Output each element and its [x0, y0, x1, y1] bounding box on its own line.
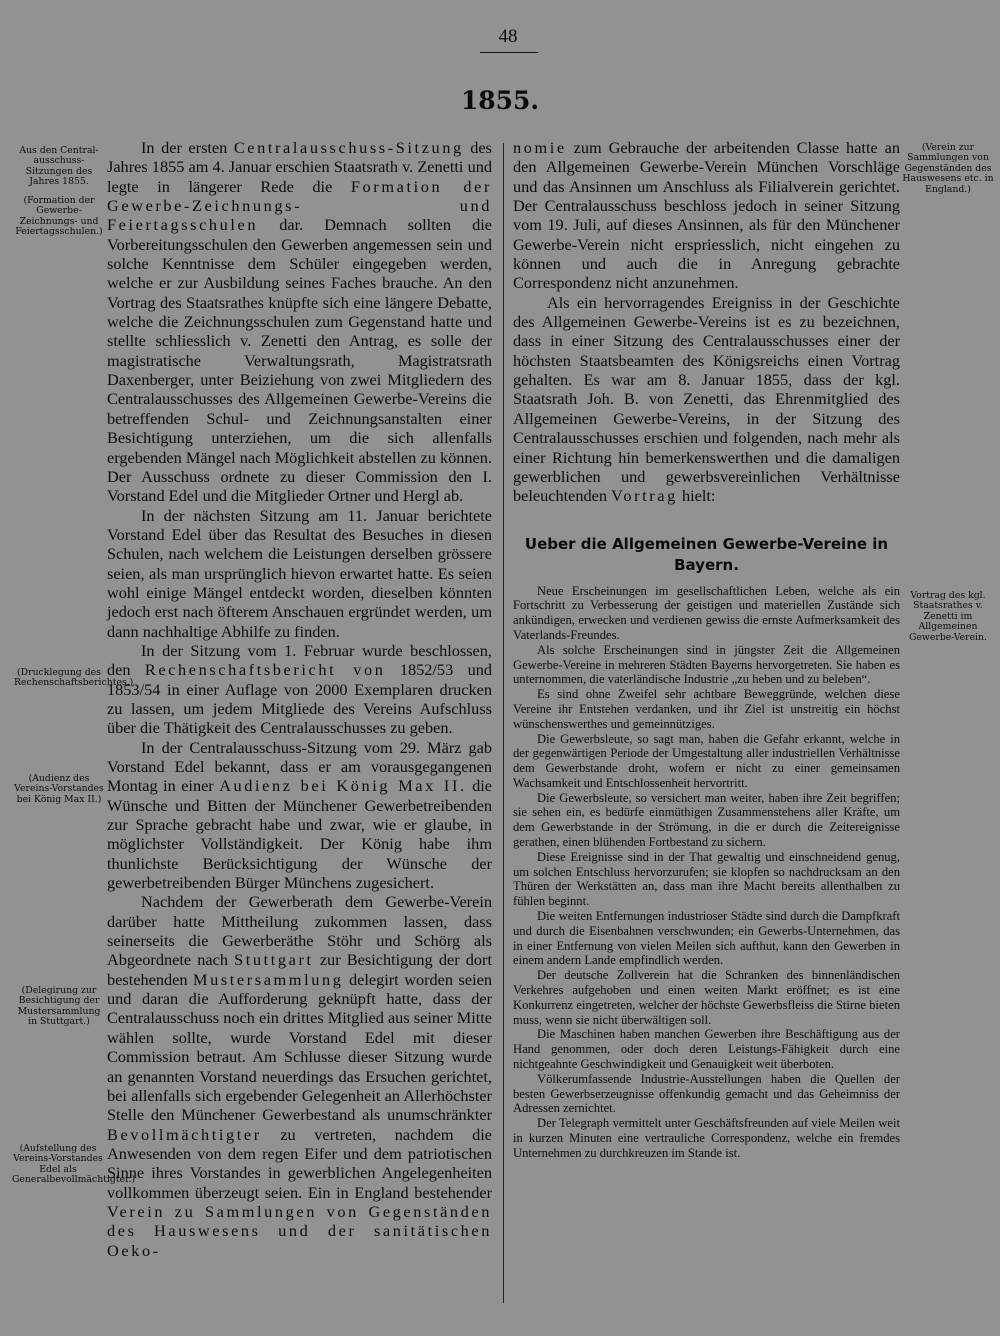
lecture-paragraph: Als solche Erscheinungen sind in jüngster Zeit die Allgemeinen Gewerbe-Vereine in mehreren Städten Bayerns hervorgetreten. Sie haben es unternommen, die vaterländische Industrie „zu heben und zu beleben“.	[513, 642, 900, 687]
margin-note-delegation: (Delegirung zur Besichtigung der Mustersammlung in Stuttgart.)	[17, 985, 101, 1028]
lecture-paragraph: Die weiten Entfernungen industrioser Städte sind durch die Dampfkraft und durch die Eisenbahnen verschwunden; ein Gewerbs-Unternehmen, das in einer Entfernung von vielen Meilen sich aufthut, kann den Gewerben in einem andern Lande empfindlich werden.	[513, 909, 900, 968]
margin-note-printing: (Drucklegung des Rechenschaftsberichtes.)	[14, 667, 134, 689]
page-number: 48	[498, 26, 518, 47]
lecture-paragraph: Der deutsche Zollverein hat die Schranken des binnenländischen Verkehres aufgehoben und einen weiten Markt eröffnet; es ist eine Konkurrenz eingetreten, welcher der höchste Gewerbsfleiss die Stirne bieten muss, wenn sie nicht überwältigen soll.	[513, 968, 900, 1027]
lecture-paragraph: Die Maschinen haben manchen Gewerben ihre Beschäftigung aus der Hand genommen, oder doch deren Leistungs-Fähigkeit durch eine nichtgeahnte Geschwindigkeit und Genauigkeit weit überboten.	[513, 1027, 900, 1072]
lecture-paragraph: Der Telegraph vermittelt unter Geschäftsfreunden auf viele Meilen weit in kurzen Minuten eine vertrauliche Correspondenz, welche ein fremdes Unternehmen zu durchkreuzen im Stande ist.	[513, 1116, 900, 1160]
margin-note-sessions: Aus den Central-ausschuss-Sitzungen des Jahres 1855.	[19, 145, 99, 188]
column-divider	[503, 143, 504, 1303]
paragraph-england-society: nomie zum Gebrauche der arbeitenden Classe hatte an den Allgemeinen Gewerbe-Verein München Vorschläge und das Ansinnen um Anschluss als Filialverein gerichtet. Der Centralausschuss beschloss jedoch in seiner Sitzung vom 19. Juli, auf dieses Ansinnen, als für den Münchener Gewerbe-Verein nicht erspriesslich, nicht eingehen zu können und auch die in Anregung gebrachte Correspondenz nicht anzunehmen.	[513, 138, 900, 293]
lecture-paragraph: Völkerumfassende Industrie-Ausstellungen haben die Quellen der besten Gewerbserzeugnisse offenkundig gemacht und das Geheimniss der Adressen zernichtet.	[513, 1071, 900, 1116]
lecture-paragraph: Neue Erscheinungen im gesellschaftlichen Leben, welche als ein Fortschritt zu Verbesserung der geistigen und materiellen Zustände sich ankündigen, erwecken und verdienen gewiss die ernste Aufmerksamkeit des Vaterlands-Freundes.	[513, 583, 900, 642]
paragraph-formation: In der ersten Centralausschuss-Sitzung des Jahres 1855 am 4. Januar erschien Staatsrath v. Zenetti und legte in längerer Rede die Formation der Gewerbe-Zeichnungs- und Feiertagsschulen dar. Demnach sollten die Vorbereitungsschulen den Gewerben angemessen sein und solche Kenntnisse dem Schüler eingegeben werden, welche er zur Ausbildung seines Faches brauche. An den Vortrag des Staatsrathes knüpfte sich eine längere Debatte, welche die Zeichnungsschulen zum Gegenstand hatte und stellte schliesslich v. Zenetti den Antrag, es solle der magistratische Verwaltungsrath, Magistratsrath Daxenberger, unter Beiziehung von zwei Mitgliedern des Centralausschusses des Allgemeinen Gewerbe-Vereins die betreffenden Schul- und Zeichnungsanstalten einer Besichtigung unterziehen, um die sich allenfalls ergebenden Mängel nach Möglichkeit abstellen zu können. Der Ausschuss ordnete zu dieser Commission den I. Vorstand Edel und die Mitglieder Ortner und Hergl ab.	[107, 138, 492, 506]
margin-note-formation: (Formation der Gewerbe-Zeichnungs- und Feiertagsschulen.)	[15, 195, 103, 238]
margin-note-lecture: Vortrag des kgl. Staatsrathes v. Zenetti im Allgemeinen Gewerbe-Verein.	[909, 590, 987, 643]
margin-note-plenipotentiary: (Aufstellung des Vereins-Vorstandes Edel als Generalbevollmächtigter.)	[12, 1143, 136, 1186]
left-column	[107, 138, 492, 1260]
lecture-paragraph: Die Gewerbsleute, so sagt man, haben die Gefahr erkannt, welche in der gegenwärtigen Periode der Umgestaltung aller industriellen Verhältnisse dem Gewerbstande droht, wofern er nicht zu einer gemeinsamen Wachsamkeit und Entschlossenheit hervortritt.	[513, 731, 900, 790]
year-heading: 1855.	[460, 86, 540, 115]
lecture-heading: Ueber die Allgemeinen Gewerbe-Vereine in Bayern.	[524, 534, 889, 574]
paragraph-lecture-intro: Als ein hervorragendes Ereigniss in der Geschichte des Allgemeinen Gewerbe-Vereins ist es zu bezeichnen, dass in einer Sitzung des Centralausschusses einer der höchsten Staatsbeamten des Königsreichs einen Vortrag gehalten. Es war am 8. Januar 1855, dass der kgl. Staatsrath Joh. B. von Zenetti, das Ehrenmitglied des Allgemeinen Gewerbe-Vereins, in der Sitzung des Centralausschusses erschien und folgenden, nach mehr als einer Richtung hin bemerkenswerthen und die damaligen gewerblichen und gewerbsvereinlichen Verhältnisse beleuchtenden Vortrag hielt:	[513, 292, 900, 506]
lecture-paragraph: Es sind ohne Zweifel sehr achtbare Beweggründe, welchen diese Vereine ihr Entstehen verdanken, und ihr Ziel ist unstreitig ein höchst wünschenswerthes und gemeinnütziges.	[513, 687, 900, 731]
margin-note-audience: (Audienz des Vereins-Vorstandes bei König Max II.)	[14, 773, 104, 805]
page-number-rule	[480, 52, 538, 53]
lecture-paragraph: Die Gewerbsleute, so versichert man weiter, haben ihre Zeit begriffen; sie sehen ein, es bedürfe einmüthigen Zusammenstehens aller Kräfte, um dem Gewerbstande in der Strömung, in die er durch die Zeitereignisse gerathen, einen blühenden Fortbestand zu sichern.	[513, 790, 900, 850]
paragraph-stuttgart: Nachdem der Gewerberath dem Gewerbe-Verein darüber hatte Mittheilung zukommen lassen, dass seinerseits die Gewerberäthe Stöhr und Schörg als Abgeordnete nach Stuttgart zur Besichtigung der dort bestehenden Mustersammlung delegirt worden seien und daran die Aufforderung geknüpft hatte, dass der Centralausschuss noch ein drittes Mitglied aus seiner Mitte wählen sollte, wurde Vorstand Edel mit dieser Commission betraut. Am Schlusse dieser Sitzung wurde an genannten Vorstand neuerdings das Ersuchen gerichtet, bei allenfalls sich ergebender Gelegenheit an Allerhöchster Stelle den Münchener Gewerbestand als unumschränkter Bevollmächtigter zu vertreten, nachdem die Anwesenden von dem regen Eifer und dem patriotischen Sinne ihres Vorstandes in gewerblichen Angelegenheiten vollkommen überzeugt seien. Ein in England bestehender Verein zu Sammlungen von Gegenständen des Hauswesens und der sanitätischen Oeko-	[107, 892, 492, 1260]
margin-note-england-society: (Verein zur Sammlungen von Gegenständen des Hauswesens etc. in England.)	[902, 142, 994, 195]
lecture-paragraph: Diese Ereignisse sind in der That gewaltig und einschneidend genug, um solchen Entschluss hervorzurufen; sie klopfen so nachdrucksam an den Thüren der Werkstätten an, dass man ihre Macht bereits allenthalben zu fühlen beginnt.	[513, 849, 900, 909]
lecture-text	[513, 584, 900, 1161]
paragraph-printing: In der Sitzung vom 1. Februar wurde beschlossen, den Rechenschaftsbericht von 1852/53 und 1853/54 in einer Auflage von 2000 Exemplaren drucken zu lassen, um jedem Mitgliede des Vereins Aufschluss über die Thätigkeit des Centralausschusses zu geben.	[107, 640, 492, 738]
paragraph-audience: In der Centralausschuss-Sitzung vom 29. März gab Vorstand Edel bekannt, dass er am vorausgegangenen Montag in einer Audienz bei König Max II. die Wünsche und Bitten der Münchener Gewerbetreibenden zur Sprache gebracht habe und zwar, wie er glaube, in möglichster Vollständigkeit. Der König habe ihm thunlichste Berücksichtigung der Wünsche der gewerbetreibenden Bürger Münchens zugesichert.	[107, 737, 493, 893]
paragraph-report: In der nächsten Sitzung am 11. Januar berichtete Vorstand Edel über das Resultat des Besuches in diesen Schulen, nach welchem die Leistungen derselben grössere seien, als man ursprünglich hievon erwartet hatte. Es seien wohl einige Mängel entdeckt worden, dieselben könnten jedoch erst nach öfterem Anschauen ergründet werden, um dann nachhaltige Abhilfe zu finden.	[107, 505, 492, 641]
right-column	[513, 138, 900, 1161]
